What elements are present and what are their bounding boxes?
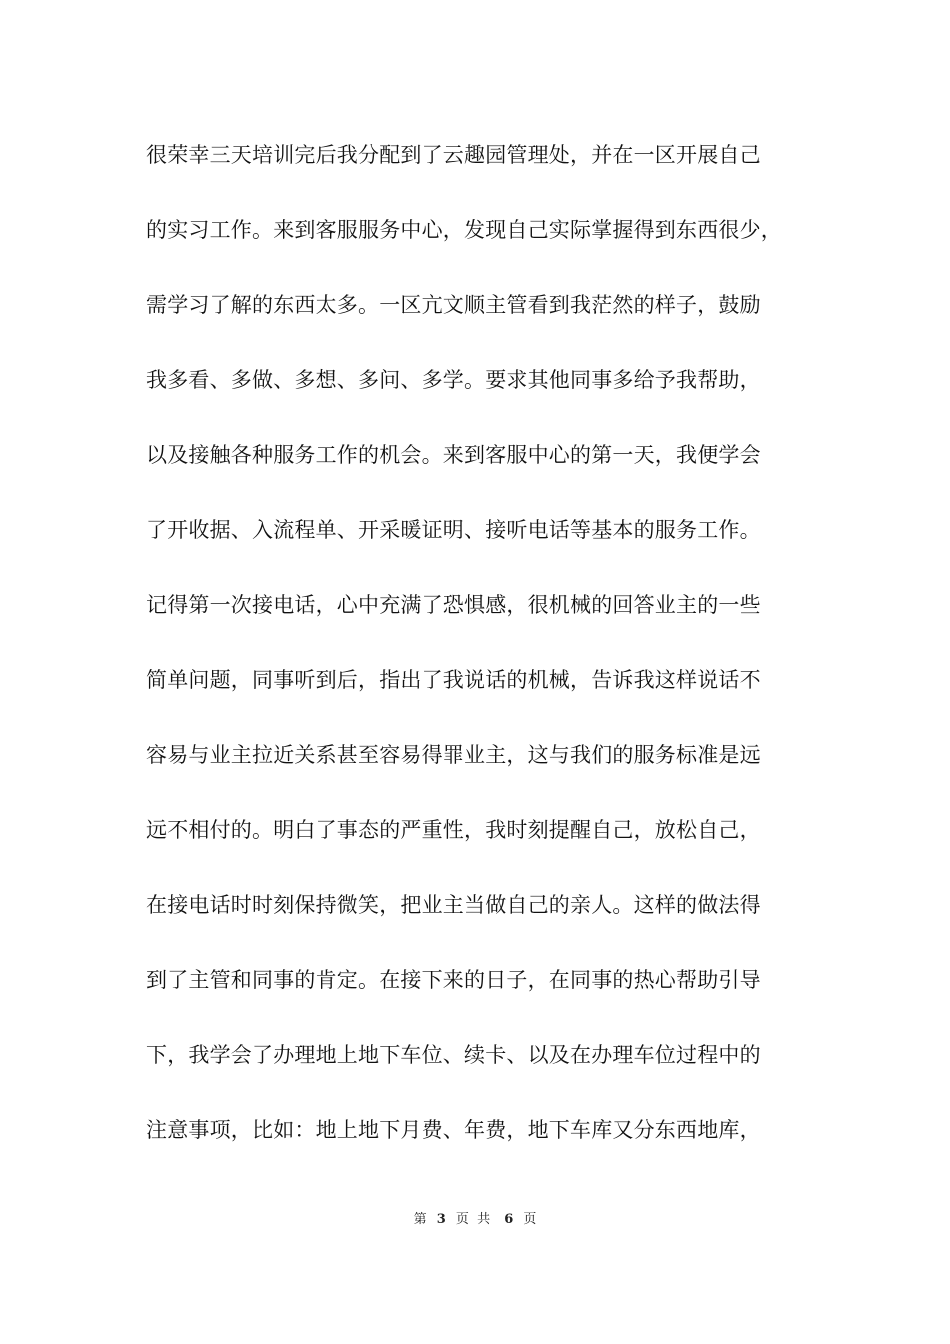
- text-line: 容易与业主拉近关系甚至容易得罪业主，这与我们的服务标准是远: [146, 743, 761, 767]
- text-line: 需学习了解的东西太多。一区亢文顺主管看到我茫然的样子，鼓励: [146, 293, 761, 317]
- footer-suffix: 页: [523, 1212, 537, 1227]
- text-line: 在接电话时时刻保持微笑，把业主当做自己的亲人。这样的做法得: [146, 893, 761, 917]
- page-footer: [0, 1208, 950, 1227]
- footer-prefix: 第: [413, 1212, 427, 1227]
- body-text: [146, 134, 826, 1184]
- text-line: 下，我学会了办理地上地下车位、续卡、以及在办理车位过程中的: [146, 1043, 761, 1067]
- text-line: 记得第一次接电话，心中充满了恐惧感，很机械的回答业主的一些: [146, 593, 761, 617]
- text-line: 以及接触各种服务工作的机会。来到客服中心的第一天，我便学会: [146, 443, 761, 467]
- text-line: 远不相付的。明白了事态的严重性，我时刻提醒自己，放松自己，: [146, 818, 761, 842]
- text-line: 简单问题，同事听到后，指出了我说话的机械，告诉我这样说话不: [146, 668, 761, 692]
- text-line: 注意事项，比如：地上地下月费、年费，地下车库又分东西地库，: [146, 1118, 761, 1142]
- text-line: 我多看、多做、多想、多问、多学。要求其他同事多给予我帮助，: [146, 368, 761, 392]
- text-line: 的实习工作。来到客服服务中心，发现自己实际掌握得到东西很少，: [146, 218, 782, 242]
- current-page-number: 3: [436, 1212, 446, 1227]
- footer-total-word: 共: [477, 1212, 491, 1227]
- text-line: 到了主管和同事的肯定。在接下来的日子，在同事的热心帮助引导: [146, 968, 761, 992]
- total-page-number: 6: [504, 1212, 514, 1227]
- footer-page-word: 页: [455, 1212, 469, 1227]
- text-line: 了开收据、入流程单、开采暖证明、接听电话等基本的服务工作。: [146, 518, 761, 542]
- text-line: 很荣幸三天培训完后我分配到了云趣园管理处，并在一区开展自己: [146, 143, 761, 167]
